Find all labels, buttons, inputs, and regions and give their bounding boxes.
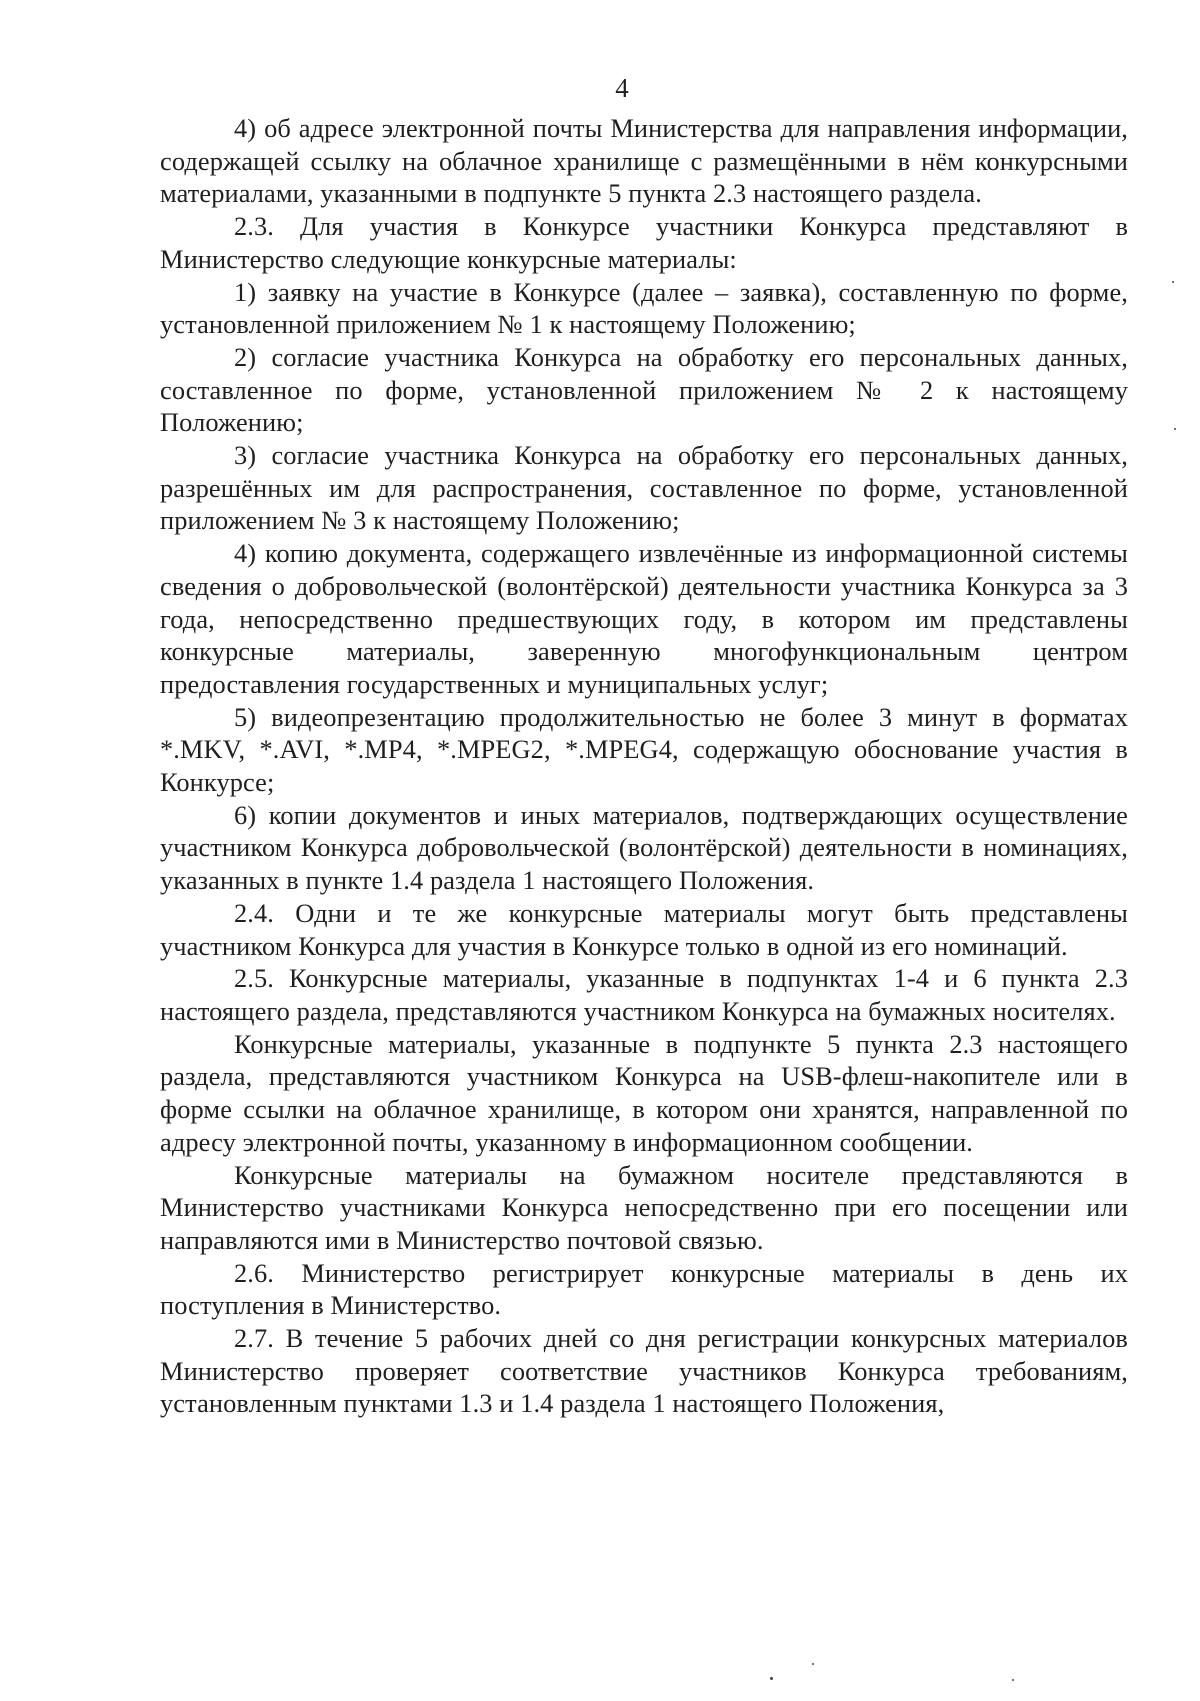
scan-speck <box>1012 1679 1014 1681</box>
paragraph-2-5-paper: Конкурсные материалы на бумажном носителе представляются в Министерство участниками Конкурса непосредственно при его посещении или направляются ими в Министерство почтовой связью. <box>160 1159 1128 1255</box>
paragraph-2-3-item-6: 6) копии документов и иных материалов, подтверждающих осуществление участником Конкурса добровольческой (волонтёрской) деятельности в номинациях, указанных в пункте 1.4 раздела 1 настоящего Положения. <box>160 799 1128 896</box>
paragraph-email-info: 4) об адресе электронной почты Министерства для направления информации, содержащей ссылку на облачное хранилище с размещёнными в нём конкурсными материалами, указанными в подпункте 5 пункта 2.3 настоящего раздела. <box>160 113 1128 209</box>
paragraph-2-3-item-1: 1) заявку на участие в Конкурсе (далее – заявка), составленную по форме, установленной приложением № 1 к настоящему Положению; <box>160 276 1128 340</box>
paragraph-2-3-item-5: 5) видеопрезентацию продолжительностью не более 3 минут в форматах *.MKV, *.AVI, *.MP4, *.MPEG2, *.MPEG4, содержащую обоснование участия в Конкурсе; <box>160 701 1128 798</box>
scan-speck <box>1172 281 1174 283</box>
paragraph-2-3-item-3: 3) согласие участника Конкурса на обработку его персональных данных, разрешённых им для распространения, составленное по форме, установленной приложением № 3 к настоящему Положению; <box>160 440 1128 536</box>
page-number: 4 <box>615 73 629 103</box>
paragraph-2-4: 2.4. Одни и те же конкурсные материалы могут быть представлены участником Конкурса для участия в Конкурсе только в одной из его номинаций. <box>160 897 1128 961</box>
scan-speck <box>770 1677 773 1680</box>
paragraph-2-5-usb: Конкурсные материалы, указанные в подпункте 5 пункта 2.3 настоящего раздела, представляются участником Конкурса на USB-флеш-накопителе или в форме ссылки на облачное хранилище, в котором они хранятся, направленной по адресу электронной почты, указанному в информационном сообщении. <box>160 1028 1128 1157</box>
paragraph-2-3-item-2: 2) согласие участника Конкурса на обработку его персональных данных, составленное по форме, установленной приложением № 2 к настоящему Положению; <box>160 341 1128 438</box>
paragraph-2-7: 2.7. В течение 5 рабочих дней со дня регистрации конкурсных материалов Министерство проверяет соответствие участников Конкурса требованиям, установленным пунктами 1.3 и 1.4 раздела 1 настоящего Положения, <box>160 1323 1128 1419</box>
page-body <box>160 112 1128 1420</box>
scan-speck <box>812 1663 814 1665</box>
paragraph-2-5: 2.5. Конкурсные материалы, указанные в подпунктах 1-4 и 6 пункта 2.3 настоящего раздела, представляются участником Конкурса на бумажных носителях. <box>160 963 1128 1026</box>
scan-speck <box>1174 428 1176 430</box>
paragraph-2-3-item-4: 4) копию документа, содержащего извлечённые из информационной системы сведения о добровольческой (волонтёрской) деятельности участника Конкурса за 3 года, непосредственно предшествующих году, в котором им представлены конкурсные материалы, заверенную многофункциональным центром предоставления государственных и муниципальных услуг; <box>160 538 1128 699</box>
paragraph-2-6: 2.6. Министерство регистрирует конкурсные материалы в день их поступления в Министерство. <box>160 1257 1128 1321</box>
paragraph-2-3: 2.3. Для участия в Конкурсе участники Конкурса представляют в Министерство следующие конкурсные материалы: <box>160 211 1128 274</box>
